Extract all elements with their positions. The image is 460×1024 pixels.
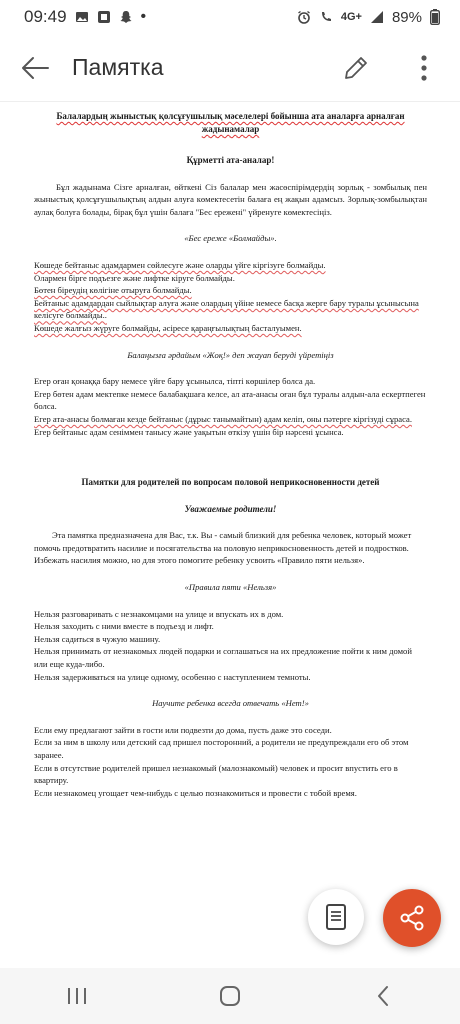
app-bar <box>0 34 460 102</box>
pencil-icon <box>342 54 370 82</box>
list-item: Если незнакомец угощает чем-нибудь с целью познакомиться и провести с тобой время. <box>34 787 357 798</box>
home-icon <box>219 985 241 1007</box>
status-left <box>24 7 146 27</box>
nav-back-button[interactable] <box>353 971 413 1021</box>
list-item: Егер бөтен адам мектепке немесе балабақшаға келсе, ал ата-анасы оған бұл туралы алдын-ала ескертпеген болса. <box>34 388 426 412</box>
alarm-icon <box>297 10 311 24</box>
battery-icon <box>430 9 440 25</box>
back-icon <box>376 985 390 1007</box>
section-spacer <box>34 438 427 476</box>
list-item: Егер оған қонаққа бару немесе үйге бару ұсынылса, тіпті көршілер болса да. <box>34 376 316 387</box>
status-right <box>297 9 440 26</box>
page-title: Памятка <box>72 54 164 80</box>
list-item: Если за ним в школу или детский сад пришел посторонний, а родители не предупреждали его об этом заранее. <box>34 737 409 760</box>
list-item: Егер бейтаныс адам сеніммен танысу және уақытын өткізу үшін бір нәрсені ұсынса. <box>34 426 344 437</box>
list-item: Если в отсутствие родителей пришел незнакомый (малознакомый) человек и просит впустить его в квартиру. <box>34 762 398 786</box>
more-options-button[interactable] <box>404 48 444 88</box>
battery-percent: 89% <box>391 8 422 26</box>
network-type: 4G+ <box>340 11 362 23</box>
home-button[interactable] <box>200 971 260 1021</box>
doc-title-kk: Балалардың жыныстық қолсұғушылық мәселелері бойынша ата аналарға арналған жадынамалар <box>56 111 405 134</box>
doc-greeting-ru: Уважаемые родители! <box>184 503 277 514</box>
edit-button[interactable] <box>336 48 376 88</box>
list-item: Нельзя принимать от незнакомых людей подарки и соглашаться на их предложение пойти к ним домой или еще куда-либо. <box>34 646 412 670</box>
list-item: Егер ата-анасы болмаған кезде бейтаныс (дұрыс танымайтын) адам келіп, оны пәтерге кіргізуді сұраса. <box>34 413 412 424</box>
list-item: Көшеде жалғыз жүруге болмайды, әсіресе қараңғылықтың басталуымен. <box>34 322 302 333</box>
image-icon <box>75 10 89 24</box>
more-vert-icon <box>420 55 428 81</box>
snapchat-icon <box>119 10 133 24</box>
system-nav-bar <box>0 968 460 1024</box>
recents-icon <box>66 986 88 1006</box>
list-item: Олармен бірге подъезге және лифтке кіруге болмайды. <box>34 272 235 283</box>
doc-intro-kk: Бұл жадынама Сізге арналған, өйткені Сіз балалар мен жасөспірімдердің зорлық - зомбылық пен жыныстық қолсұғушылықтың алдын алуға көмектесетін балаға ең жақын адамсыз. Зорлық-зомбылықтан аулақ болуға болады, бірақ бұл үшін балаға "Бес ережені" үйренуге көмектесіңіз. <box>34 181 427 217</box>
doc-rules-heading-ru: «Правила пяти «Нельзя» <box>184 582 277 593</box>
doc-greeting-kk: Құрметті ата-аналар! <box>186 155 275 165</box>
doc-no-heading-kk: Балаңызға әрдайым «Жоқ!» деп жауап беруді үйретіңіз <box>127 349 334 360</box>
list-item: Нельзя задерживаться на улице одному, особенно с наступлением темноты. <box>34 671 311 682</box>
signal-icon <box>370 10 384 24</box>
list-item: Нельзя заходить с ними вместе в подъезд и лифт. <box>34 621 214 632</box>
list-item: Бөтен біреудің көлігіне отыруға болмайды. <box>34 285 192 296</box>
doc-intro-ru: Эта памятка предназначена для Вас, т.к. Вы - самый близкий для ребенка человек, который может помочь предотвратить насилие и посягательства на половую неприкосновенность детей и подростков. Избежать насилия можно, но для этого помогите ребенку усвоить «Правило пяти нельзя». <box>34 530 412 566</box>
wifi-calling-icon <box>319 10 333 24</box>
share-button[interactable] <box>383 889 441 947</box>
doc-rules-heading-kk: «Бес ереже «Болмайды». <box>184 233 277 244</box>
document-view-icon <box>325 903 347 931</box>
recents-button[interactable] <box>47 971 107 1021</box>
back-arrow-icon <box>20 56 50 80</box>
list-item: Нельзя садиться в чужую машину. <box>34 633 161 644</box>
document-view-button[interactable] <box>308 889 364 945</box>
status-dot: • <box>140 8 147 25</box>
doc-no-heading-ru: Научите ребенка всегда отвечать «Нет!» <box>152 698 309 709</box>
square-icon <box>97 10 111 24</box>
list-item: Бейтаныс адамдардан сыйлықтар алуға және олардың үйіне немесе басқа жерге бару туралы ұсынысына келісуге болмайды.. <box>34 297 419 321</box>
share-icon <box>398 904 426 932</box>
status-bar <box>0 0 460 34</box>
back-button[interactable] <box>0 34 70 102</box>
doc-title-ru: Памятки для родителей по вопросам половой неприкосновенности детей <box>81 477 380 488</box>
list-item: Нельзя разговаривать с незнакомцами на улице и впускать их в дом. <box>34 608 284 619</box>
document-content <box>34 110 427 960</box>
list-item: Если ему предлагают зайти в гости или подвезти до дома, пусть даже это соседи. <box>34 724 332 735</box>
status-time: 09:49 <box>24 7 67 26</box>
list-item: Көшеде бейтаныс адамдармен сөйлесуге және оларды үйге кіргізуге болмайды. <box>34 259 326 270</box>
